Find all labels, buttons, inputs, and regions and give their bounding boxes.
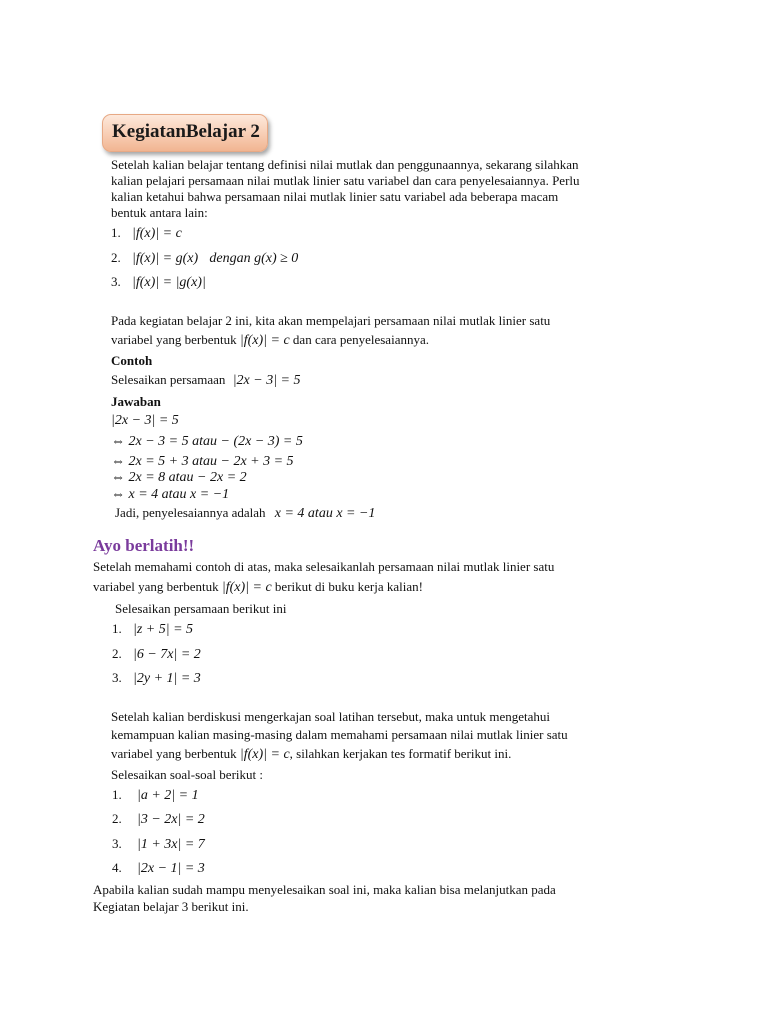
formatif-text: variabel yang berbentuk	[111, 746, 237, 761]
form-item	[111, 274, 206, 291]
problem-item	[112, 811, 205, 828]
problem-expression: |a + 2| = 1	[137, 788, 199, 803]
formatif-line-3	[111, 746, 511, 763]
problem-item	[112, 860, 205, 877]
ayo-subheading: Selesaikan persamaan berikut ini	[115, 601, 287, 616]
problem-item	[112, 787, 199, 804]
conclusion-expression: x = 4 atau x = −1	[274, 506, 376, 521]
jawaban-conclusion	[115, 505, 375, 522]
problem-expression: |3 − 2x| = 2	[137, 812, 205, 827]
closing-line-2: Kegiatan belajar 3 berikut ini.	[93, 899, 249, 914]
para2-line-1: Pada kegiatan belajar 2 ini, kita akan mempelajari persamaan nilai mutlak linier satu	[111, 313, 551, 328]
form-number: 1.	[111, 225, 121, 240]
exercise-expression: |2y + 1| = 3	[133, 671, 201, 686]
section-badge	[102, 114, 268, 152]
formatif-subheading: Selesaikan soal-soal berikut :	[111, 767, 263, 782]
formatif-line-1: Setelah kalian berdiskusi mengerkajan soal latihan tersebut, maka untuk mengetahui	[111, 709, 550, 724]
problem-expression: |1 + 3x| = 7	[137, 837, 205, 852]
exercise-item	[112, 646, 201, 663]
exercise-number: 2.	[112, 646, 122, 661]
formatif-text-end: , silahkan kerjakan tes formatif berikut ini.	[289, 746, 512, 761]
ayo-line-1: Setelah memahami contoh di atas, maka selesaikanlah persamaan nilai mutlak linier satu	[93, 559, 555, 574]
exercise-expression: |6 − 7x| = 2	[133, 647, 201, 662]
contoh-prompt	[111, 372, 301, 389]
closing-line-1: Apabila kalian sudah mampu menyelesaikan soal ini, maka kalian bisa melanjutkan pada	[93, 882, 556, 897]
conclusion-text: Jadi, penyelesaiannya adalah	[115, 505, 266, 520]
para2-line-2	[111, 332, 429, 349]
form-expression: |f(x)| = c	[132, 226, 182, 241]
intro-line-2: kalian pelajari persamaan nilai mutlak linier satu variabel dan cara penyelesaiannya. Perlu	[111, 173, 580, 188]
section-title: KegiatanBelajar 2	[112, 121, 260, 142]
jawaban-step: ⇔ x = 4 atau x = −1	[111, 487, 230, 502]
form-item	[111, 250, 298, 267]
formatif-line-2: kemampuan kalian masing-masing dalam memahami persamaan nilai mutlak linier satu	[111, 727, 568, 742]
exercise-number: 1.	[112, 621, 122, 636]
jawaban-step: ⇔ 2x = 8 atau − 2x = 2	[111, 470, 247, 485]
contoh-label: Contoh	[111, 353, 153, 368]
exercise-item	[112, 621, 193, 638]
form-number: 2.	[111, 250, 121, 265]
para2-text: variabel yang berbentuk	[111, 332, 237, 347]
problem-number: 4.	[112, 860, 122, 875]
para2-text-end: dan cara penyelesaiannya.	[292, 332, 429, 347]
problem-number: 2.	[112, 811, 122, 826]
exercise-item	[112, 670, 201, 687]
problem-expression: |2x − 1| = 3	[137, 861, 205, 876]
contoh-equation: |2x − 3| = 5	[232, 373, 301, 388]
para2-expression: |f(x)| = c	[239, 333, 290, 348]
form-condition: dengan g(x) ≥ 0	[209, 251, 299, 266]
form-expression: |f(x)| = |g(x)|	[132, 275, 206, 290]
problem-item	[112, 836, 205, 853]
jawaban-step: |2x − 3| = 5	[111, 413, 179, 428]
form-number: 3.	[111, 274, 121, 289]
intro-line-1: Setelah kalian belajar tentang definisi nilai mutlak dan penggunaannya, sekarang silahkan	[111, 157, 579, 172]
ayo-line-2	[93, 579, 423, 596]
form-expression: |f(x)| = g(x)	[132, 251, 199, 266]
jawaban-label: Jawaban	[111, 394, 161, 409]
exercise-expression: |z + 5| = 5	[133, 622, 194, 637]
problem-number: 1.	[112, 787, 122, 802]
form-item	[111, 225, 182, 242]
problem-number: 3.	[112, 836, 122, 851]
intro-line-4: bentuk antara lain:	[111, 205, 208, 220]
intro-line-3: kalian ketahui bahwa persamaan nilai mutlak linier satu variabel ada beberapa macam	[111, 189, 559, 204]
ayo-expression: |f(x)| = c	[221, 580, 272, 595]
exercise-number: 3.	[112, 670, 122, 685]
ayo-text: variabel yang berbentuk	[93, 579, 219, 594]
ayo-text-end: berikut di buku kerja kalian!	[274, 579, 423, 594]
jawaban-step: ⇔ 2x = 5 + 3 atau − 2x + 3 = 5	[111, 454, 294, 469]
formatif-expression: |f(x)| = c	[239, 747, 290, 762]
contoh-prompt-text: Selesaikan persamaan	[111, 372, 226, 387]
jawaban-step: ⇔ 2x − 3 = 5 atau − (2x − 3) = 5	[111, 434, 303, 449]
ayo-heading: Ayo berlatih!!	[93, 536, 195, 555]
